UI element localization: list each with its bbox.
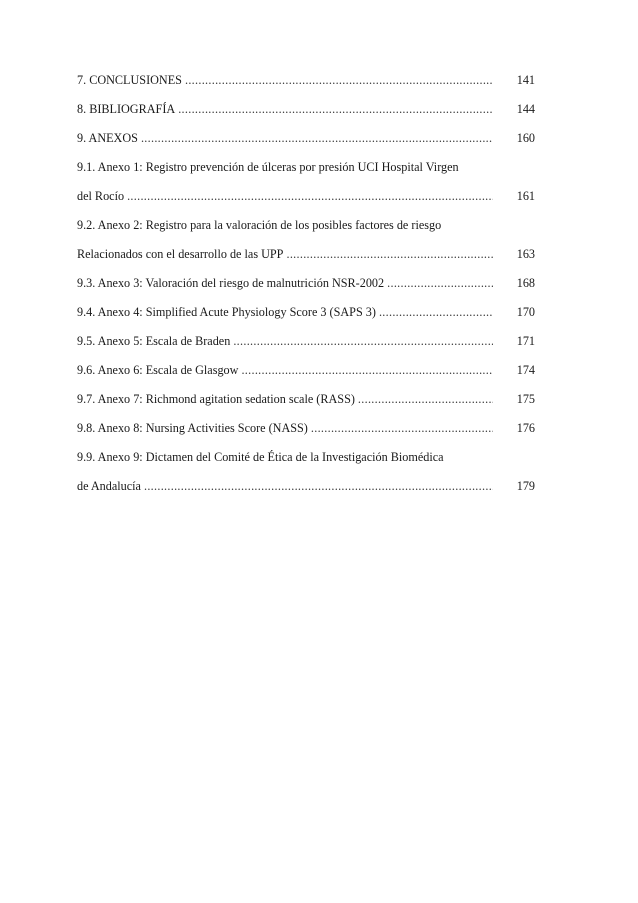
toc-page-number: 163 [516,247,535,261]
toc-entry-title: 9.9. Anexo 9: Dictamen del Comité de Ética de la Investigación Biomédica [77,450,444,464]
toc-entry-title: 9.8. Anexo 8: Nursing Activities Score (NASS) [77,421,308,435]
toc-entry-title: 9.2. Anexo 2: Registro para la valoración de los posibles factores de riesgo [77,218,442,232]
toc-entry-anexos[interactable] [77,129,535,158]
dot-leader [127,187,493,205]
toc-entry-anexo-3[interactable] [77,274,535,303]
toc-line [77,274,535,303]
dot-leader [286,245,493,263]
toc-entry-anexo-4[interactable] [77,303,535,332]
toc-line [77,187,535,216]
toc-entry-anexo-5[interactable] [77,332,535,361]
toc-page-number: 168 [516,276,535,290]
dot-leader [358,390,493,408]
toc-line [77,245,535,274]
toc-line [77,448,535,477]
dot-leader [233,332,493,350]
toc-entry-title: 9.6. Anexo 6: Escala de Glasgow [77,363,239,377]
toc-page-number: 176 [516,421,535,435]
toc-page-number: 179 [516,479,535,493]
dot-leader [144,477,493,495]
toc-entry-title: 9.7. Anexo 7: Richmond agitation sedation scale (RASS) [77,392,355,406]
dot-leader [241,361,493,379]
toc-entry-title: 9.3. Anexo 3: Valoración del riesgo de malnutrición NSR-2002 [77,276,385,290]
toc-entry-anexo-2[interactable] [77,216,535,274]
table-of-contents [77,71,535,506]
dot-leader [178,100,493,118]
toc-entry-anexo-9[interactable] [77,448,535,506]
toc-line [77,361,535,390]
toc-line [77,100,535,129]
toc-entry-conclusiones[interactable] [77,71,535,100]
toc-entry-title: 9.1. Anexo 1: Registro prevención de úlceras por presión UCI Hospital Virgen [77,160,459,174]
toc-entry-title: 9.5. Anexo 5: Escala de Braden [77,334,231,348]
toc-entry-title-continued: Relacionados con el desarrollo de las UPP [77,247,284,261]
toc-line [77,477,535,506]
toc-line [77,332,535,361]
toc-line [77,303,535,332]
toc-page-number: 175 [516,392,535,406]
dot-leader [311,419,493,437]
toc-line [77,419,535,448]
toc-entry-title: 8. BIBLIOGRAFÍA [77,102,176,116]
toc-line [77,158,535,187]
toc-entry-anexo-7[interactable] [77,390,535,419]
toc-line [77,71,535,100]
toc-line [77,129,535,158]
toc-page-number: 171 [516,334,535,348]
toc-page-number: 141 [516,73,535,87]
dot-leader [387,274,493,292]
toc-entry-anexo-1[interactable] [77,158,535,216]
toc-entry-title: 9. ANEXOS [77,131,138,145]
dot-leader [185,71,493,89]
toc-page-number: 144 [516,102,535,116]
toc-line [77,390,535,419]
toc-entry-title: 9.4. Anexo 4: Simplified Acute Physiology Score 3 (SAPS 3) [77,305,376,319]
toc-page-number: 161 [516,189,535,203]
toc-entry-anexo-8[interactable] [77,419,535,448]
toc-page-number: 160 [516,131,535,145]
toc-page-number: 170 [516,305,535,319]
dot-leader [141,129,493,147]
toc-entry-anexo-6[interactable] [77,361,535,390]
dot-leader [379,303,493,321]
toc-entry-bibliografia[interactable] [77,100,535,129]
toc-entry-title: 7. CONCLUSIONES [77,73,182,87]
toc-line [77,216,535,245]
toc-entry-title-continued: de Andalucía [77,479,141,493]
toc-entry-title-continued: del Rocío [77,189,125,203]
toc-page-number: 174 [516,363,535,377]
